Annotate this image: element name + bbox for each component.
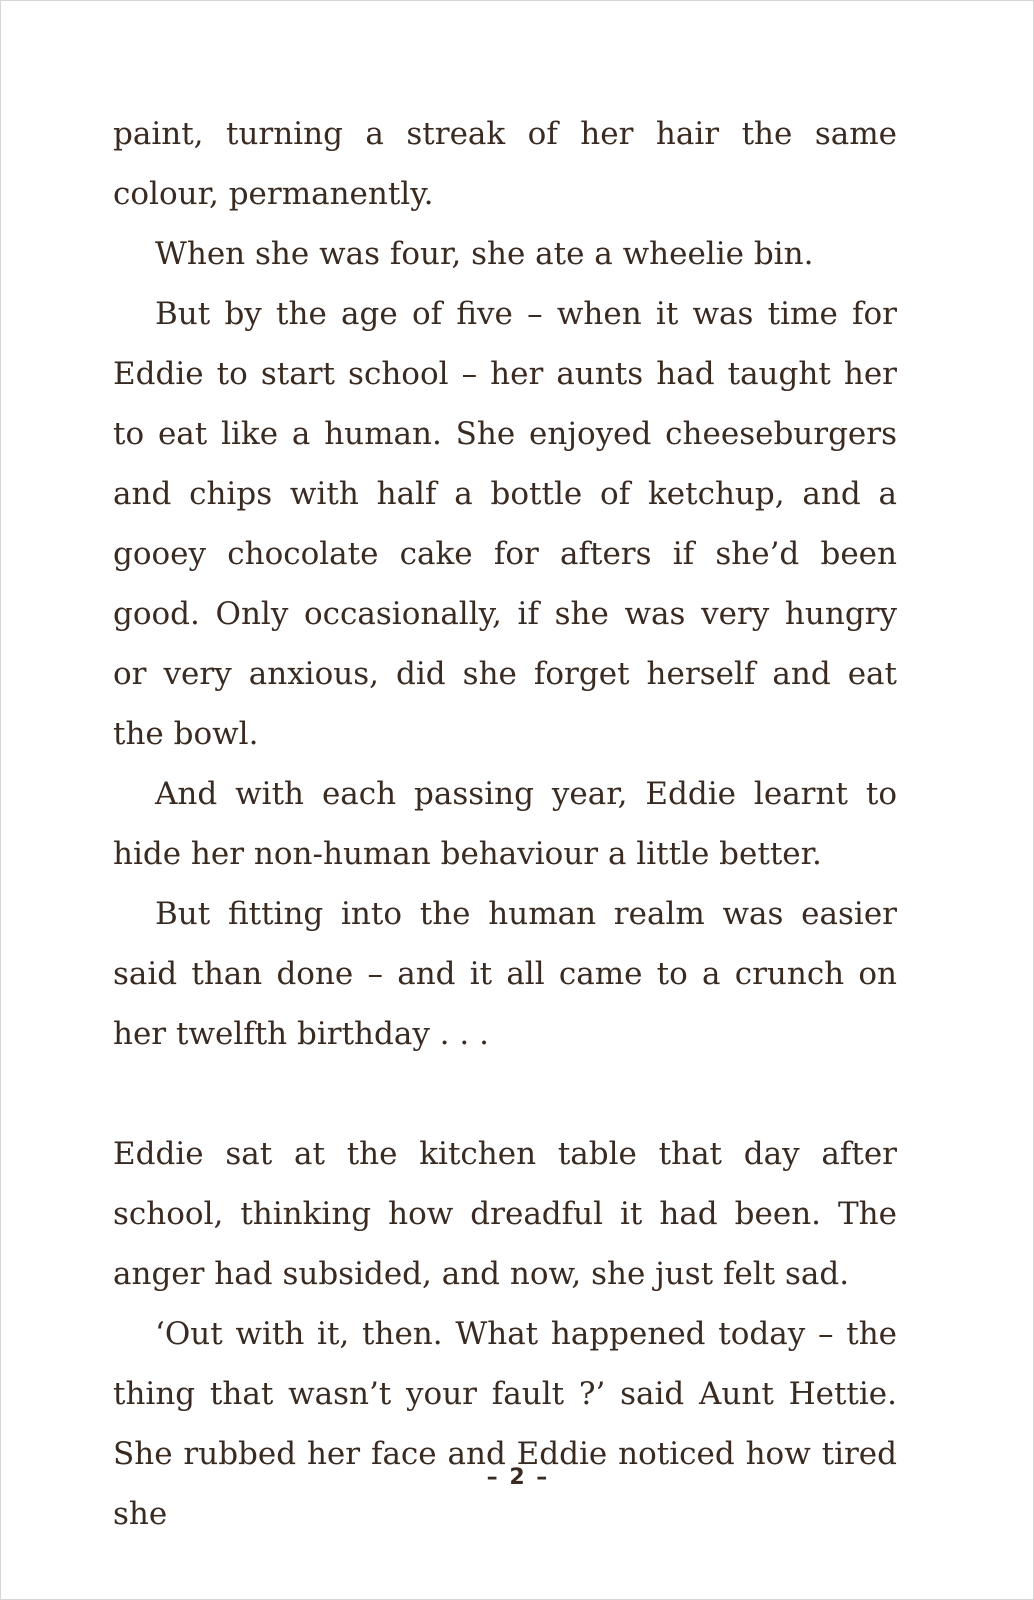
paragraph: And with each passing year, Eddie learnt to hide her non-human behaviour a little better. — [113, 776, 897, 872]
body-text — [113, 104, 897, 1544]
paragraph: But by the age of five – when it was time for Eddie to start school – her aunts had taught her to eat like a human. She enjoyed cheeseburgers and chips with half a bottle of ketchup, and a gooey chocolate cake for afters if she’d been good. Only occasionally, if she was very hungry or very anxious, did she forget herself and eat the bowl. — [113, 296, 897, 752]
paragraph: paint, turning a streak of her hair the same colour, permanently. — [113, 116, 897, 212]
paragraph: Eddie sat at the kitchen table that day after school, thinking how dreadful it had been. The anger had subsided, and now, she just felt sad. — [113, 1136, 897, 1292]
paragraph: ‘Out with it, then. What happened today – the thing that wasn’t your fault ?’ said Aunt Hettie. She rubbed her face and Eddie noticed how tired she — [113, 1316, 897, 1532]
section-break — [113, 1064, 897, 1124]
paragraph: When she was four, she ate a wheelie bin. — [155, 236, 814, 272]
paragraph: But fitting into the human realm was easier said than done – and it all came to a crunch on her twelfth birthday . . . — [113, 896, 897, 1052]
page-number: – 2 – — [486, 1465, 550, 1490]
